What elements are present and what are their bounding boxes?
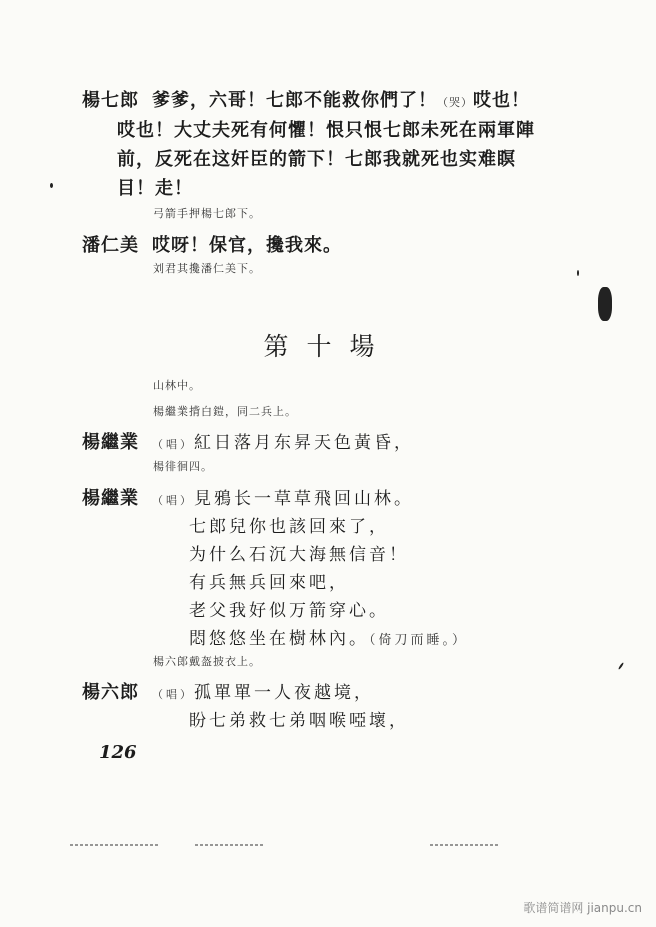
sing-tag-2: （唱）	[152, 494, 194, 507]
scan-speck	[50, 183, 53, 188]
stage-direction-3: 山林中。	[153, 379, 201, 392]
sung-line-5: 有兵無兵回來吧，	[189, 573, 349, 593]
stage-direction-5: 楊徘徊四。	[153, 460, 213, 473]
sing-tag-1: （唱）	[152, 438, 194, 451]
sung-line-8	[152, 678, 374, 703]
dialogue-line-2: 哎也！大丈夫死有何懼！恨只恨七郎未死在兩軍陣	[117, 120, 535, 141]
sung-line-3: 七郎兒你也該回來了，	[189, 517, 389, 537]
dialogue-line-3: 前，反死在这奸臣的箭下！七郎我就死也实难瞑	[117, 149, 516, 170]
stage-direction-4: 楊繼業揹白鎧，同二兵上。	[153, 405, 297, 418]
dialogue-line-4: 目！走！	[117, 178, 193, 199]
bleed-through-mark	[195, 844, 265, 846]
bleed-through-mark	[70, 844, 160, 846]
binding-hole-shadow	[598, 287, 612, 321]
dialogue-line-1-text: 爹爹，六哥！七郎不能救你們了！	[152, 90, 437, 111]
cry-tag: （哭）	[437, 96, 473, 109]
dialogue-line-1	[152, 86, 530, 112]
dialogue-line-1-tail: 哎也！	[473, 90, 530, 111]
speaker-yang-qilang: 楊七郎	[82, 90, 139, 111]
speaker-yang-jiye-1: 楊繼業	[82, 432, 139, 453]
bleed-through-mark	[430, 844, 500, 846]
sung-line-9: 盼七弟救七弟咽喉啞壞，	[189, 711, 409, 731]
scene-title: 第十場	[263, 332, 393, 361]
sung-line-1-text: 紅日落月东昇天色黃昏，	[194, 433, 414, 453]
sung-line-7-text: 悶悠悠坐在樹林內。	[189, 629, 369, 649]
speaker-pan-renmei: 潘仁美	[82, 235, 139, 256]
page-number: 126	[99, 742, 137, 763]
sung-line-7	[189, 624, 468, 649]
dialogue-pan-renmei: 哎呀！保官，攙我來。	[152, 235, 342, 256]
stage-direction-1: 弓箭手押楊七郎下。	[153, 207, 261, 220]
sung-line-1	[152, 428, 414, 453]
stage-direction-6: 楊六郎戴盔披衣上。	[153, 655, 261, 668]
sung-line-2	[152, 484, 414, 509]
sing-tag-3: （唱）	[152, 688, 194, 701]
stage-note-lean-sword: （倚刀而睡。）	[369, 633, 469, 648]
sung-line-4: 为什么石沉大海無信音！	[189, 545, 409, 565]
speaker-yang-jiye-2: 楊繼業	[82, 488, 139, 509]
speaker-yang-liulang: 楊六郎	[82, 682, 139, 703]
sung-line-2-text: 見鴉长一草草飛回山林。	[194, 489, 414, 509]
sung-line-6: 老父我好似万箭穿心。	[189, 601, 389, 621]
sung-line-8-text: 孤單單一人夜越境，	[194, 683, 374, 703]
scan-speck	[577, 270, 579, 276]
scan-speck	[618, 662, 624, 670]
site-watermark: 歌谱简谱网 jianpu.cn	[523, 901, 642, 915]
stage-direction-2: 刘君其攙潘仁美下。	[153, 262, 261, 275]
